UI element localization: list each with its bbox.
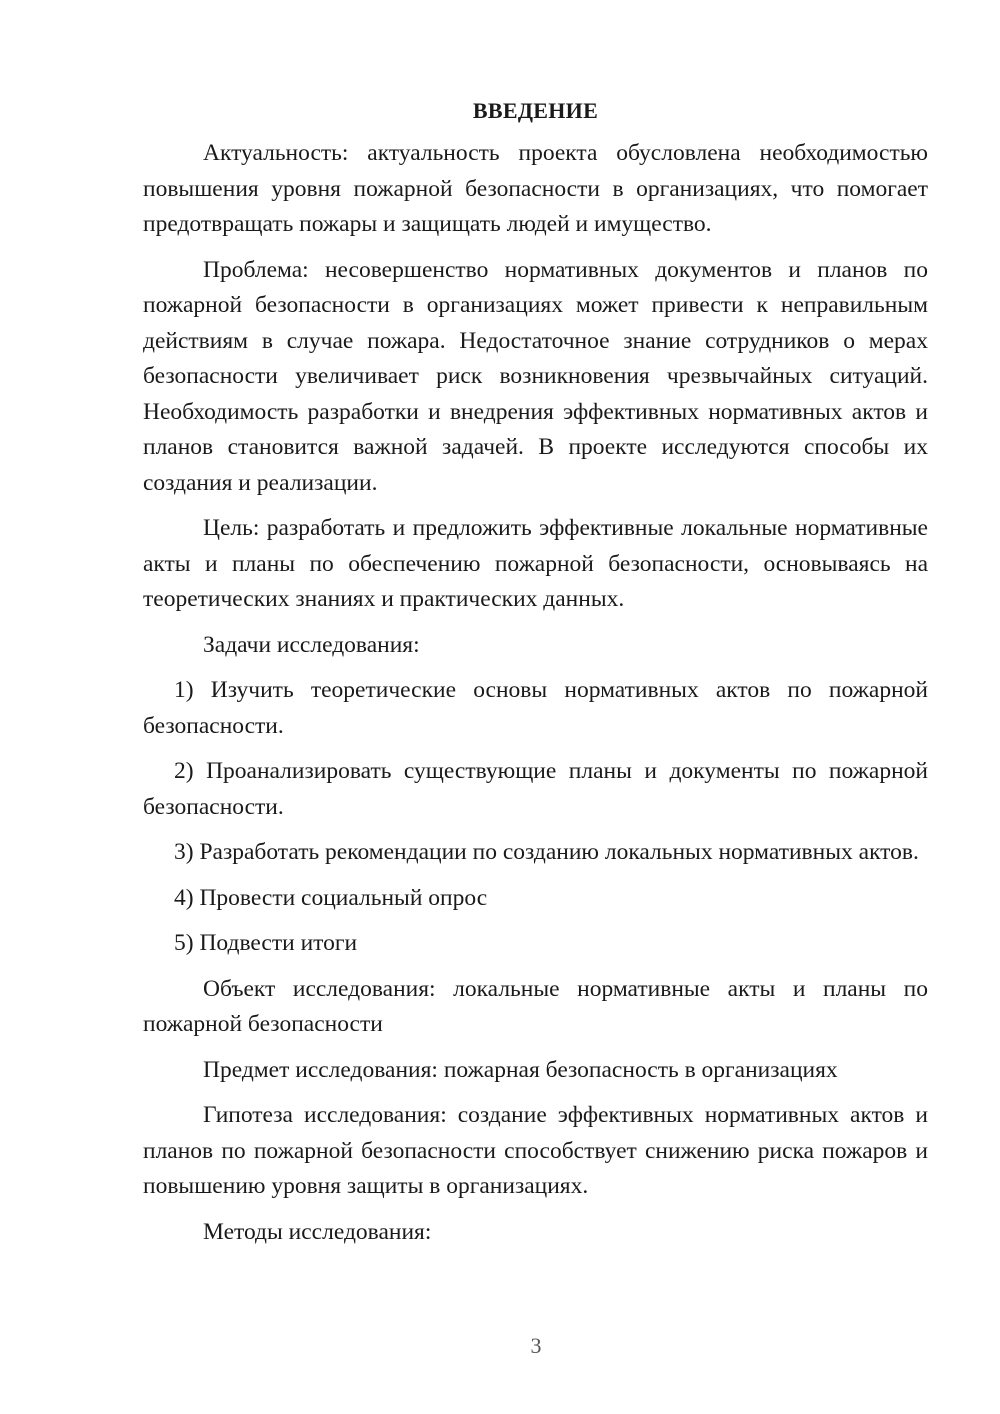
page-number: 3 (530, 1333, 542, 1358)
subject-paragraph: Предмет исследования: пожарная безопасность в организациях (203, 1056, 838, 1083)
goal-paragraph: Цель: разработать и предложить эффективные локальные нормативные акты и планы по обеспечению пожарной безопасности, основываясь на теоретических знаниях и практических данных. (143, 515, 928, 612)
object-paragraph: Объект исследования: локальные нормативные акты и планы по пожарной безопасности (143, 975, 928, 1037)
section-title: ВВЕДЕНИЕ (472, 98, 599, 123)
task-item-5: 5) Подвести итоги (174, 930, 358, 956)
task-item-4: 4) Провести социальный опрос (174, 884, 488, 911)
methods-heading: Методы исследования: (203, 1218, 432, 1245)
relevance-paragraph: Актуальность: актуальность проекта обусловлена необходимостью повышения уровня пожарной безопасности в организациях, что помогает предотвращать пожары и защищать людей и имущество. (143, 140, 928, 237)
tasks-heading: Задачи исследования: (203, 631, 420, 658)
problem-paragraph: Проблема: несовершенство нормативных документов и планов по пожарной безопасности в организациях может привести к неправильным действиям в случае пожара. Недостаточное знание сотрудников о мерах безопасности увеличивает риск возникновения чрезвычайных ситуаций. Необходимость разработки и внедрения эффективных нормативных актов и планов становится важной задачей. В проекте исследуются способы их создания и реализации. (143, 256, 928, 496)
task-item-1: 1) Изучить теоретические основы нормативных актов по пожарной безопасности. (143, 677, 928, 739)
hypothesis-paragraph: Гипотеза исследования: создание эффективных нормативных актов и планов по пожарной безопасности способствует снижению риска пожаров и повышению уровня защиты в организациях. (143, 1102, 928, 1199)
task-item-2: 2) Проанализировать существующие планы и документы по пожарной безопасности. (143, 758, 928, 820)
page-content (143, 92, 928, 1260)
task-item-3: 3) Разработать рекомендации по созданию локальных нормативных актов. (174, 839, 919, 865)
